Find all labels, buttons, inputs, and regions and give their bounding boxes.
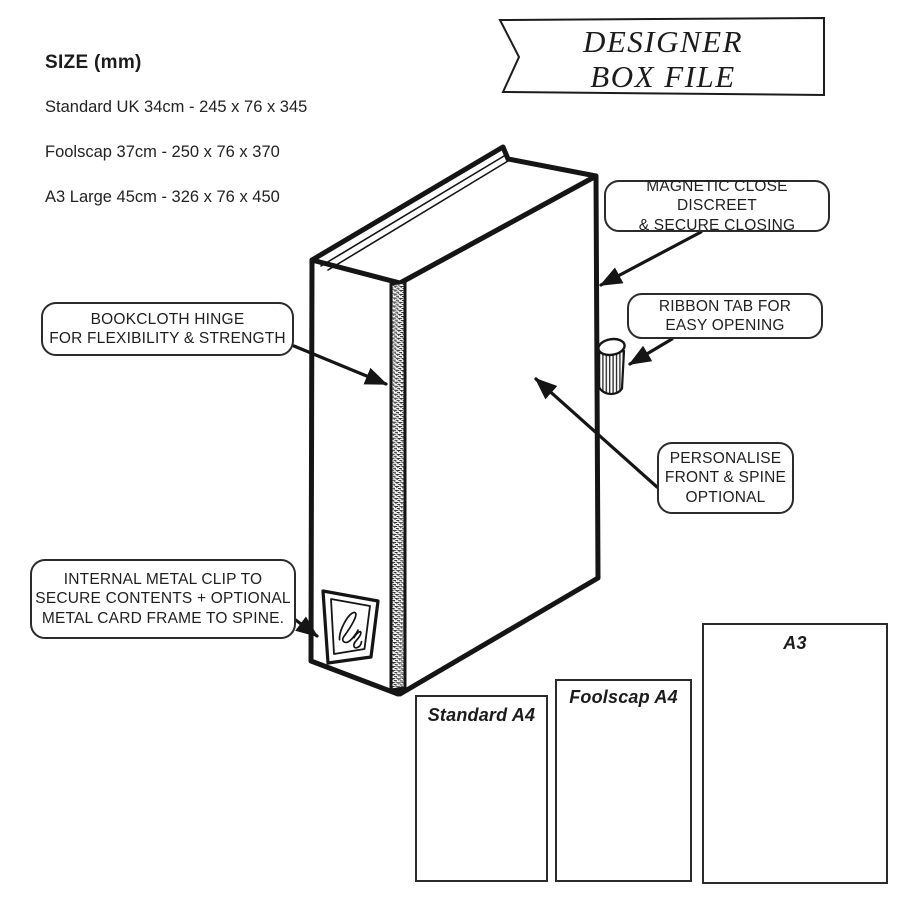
callout-line: BOOKCLOTH HINGE <box>90 310 245 328</box>
callout-line: PERSONALISE <box>669 450 782 468</box>
paper-label-a3: A3 <box>783 633 807 653</box>
size-line-foolscap: Foolscap 37cm - 250 x 76 x 370 <box>45 143 280 161</box>
callout-ribbon-tab <box>627 293 823 339</box>
paper-label-standard-a4: Standard A4 <box>427 705 536 725</box>
magnetic-arrow <box>601 232 701 285</box>
callout-line: FOR FLEXIBILITY & STRENGTH <box>49 330 286 347</box>
size-line-a3: A3 Large 45cm - 326 x 76 x 450 <box>45 188 280 206</box>
callout-magnetic-close <box>604 180 830 232</box>
paper-rect-a3 <box>702 623 888 884</box>
callout-line: METAL CARD FRAME TO SPINE. <box>41 609 285 627</box>
paper-rect-foolscap-a4 <box>555 679 692 882</box>
callout-line: RIBBON TAB FOR <box>658 297 792 315</box>
callout-line: MAGNETIC CLOSE DISCREET <box>646 178 788 215</box>
bookcloth-hinge-strip <box>391 282 405 690</box>
callout-line: SECURE CONTENTS + OPTIONAL <box>35 590 291 608</box>
metal-card-frame <box>323 591 378 663</box>
callout-internal-clip <box>30 559 296 639</box>
banner-title-line1: DESIGNER <box>582 24 744 59</box>
callout-bookcloth-hinge <box>41 302 294 356</box>
callout-line: OPTIONAL <box>685 488 766 506</box>
ribbon-tab <box>597 337 626 394</box>
callout-line: FRONT & SPINE <box>664 469 787 487</box>
paper-label-foolscap-a4: Foolscap A4 <box>569 687 678 707</box>
callout-personalise <box>657 442 794 514</box>
size-heading <box>45 52 142 74</box>
callout-line: INTERNAL METAL CLIP TO <box>63 571 263 589</box>
callout-line: EASY OPENING <box>665 317 785 334</box>
paper-rect-standard-a4 <box>415 695 548 882</box>
banner-title-line2: BOX FILE <box>590 59 736 94</box>
ribbon-arrow <box>630 339 672 364</box>
size-line-standard: Standard UK 34cm - 245 x 76 x 345 <box>45 98 308 116</box>
size-heading-primary: SIZE <box>45 52 89 73</box>
callout-line: & SECURE CLOSING <box>638 216 796 234</box>
size-heading-secondary: (mm) <box>94 52 142 73</box>
